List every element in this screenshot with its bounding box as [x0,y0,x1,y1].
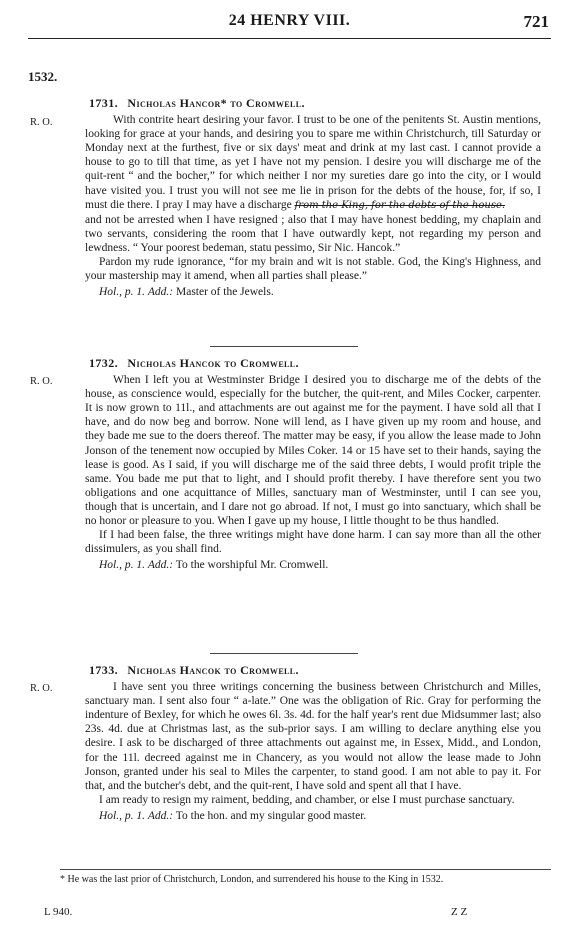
add-label: Add.: [147,559,174,572]
entry-note [85,285,541,299]
entry-paragraph: When I left you at Westminster Bridge I desired you to discharge me of the debts of the house, as conscience would, especially for the butcher, the quit-rent, and Miles Cocker, carpenter. It is now grown to 11l., and attachments are out against me for the payment. I have sold all that I have, and do now beg and borrow. None will lend, as I have given up my room and house, and they bade me sue to the doers thereof. The matter may be easy, if you allow the lease made to John Jonson of the tenement now occupied by Miles Coker. 14 or 15 have set to their hands, saying the lease is good. As I said, if you will discharge me of the said three debts, I would profit triple the same. You bade me put that to light, and I should profit thereby. I have therefore sent you two obligations and one acquittance of Milles, sanctuary man of Westminster, until I can see you, though that is uncertain, and I dare not go abroad. If not, I must go into sanctuary, which shall be no honor or pleasure to you. When I gave up my house, I little thought to be thus handled. [85,374,541,528]
handwritten-insertion: from the King, for the debts of the house. [294,199,506,211]
entry-paragraph: Pardon my rude ignorance, “for my brain and wit is not stable. God, the King's Highness, and your mastership may it amend, when all parties shall please.” [85,256,541,283]
signature-mark-right: Z Z [451,906,468,918]
footnote-rule [60,869,551,870]
add-label: Add.: [147,286,174,299]
header-rule [28,38,551,39]
entry-heading [89,96,541,110]
add-text: To the worshipful Mr. Cromwell. [175,559,329,572]
entry-number: 1733. [89,663,118,677]
entry-paragraph: If I had been false, the three writings might have done harm. I can say more than all the other dissimulers, as you shall find. [85,529,541,556]
year-label: 1532. [28,69,58,84]
entry-number: 1731. [89,96,118,110]
entry-title: Nicholas Hancok to Cromwell. [127,356,299,370]
section-divider [210,653,358,654]
entry-paragraph: I have sent you three writings concerning the business between Christchurch and Milles, sanctuary man. I sent also four “ a-late.” One was the obligation of Ric. Gray for performing the indenture of Bexley, for which he owes 6l. 3s. 4d. for the half year's rent due Midsummer last; also 23s. 4d. due at Christmas last, as the sub-prior says. I am willing to declare anything else you desire. I ask to be discharged of three attachments out against me, in Essex, Midd., and London, for the 11l. decreed against me in Chancery, as you would not allow the lease made to John Jonson, granted under his seal to Miles the carpenter, to stand good. I am not able to pay it. For that, and the butcher's debt, and the quit-rent, I have sold and spent all that I have. [85,681,541,792]
entry-heading [89,356,541,370]
entry-note [85,558,541,572]
add-text: To the hon. and my singular good master. [175,809,367,822]
footnote: * He was the last prior of Christchurch, London, and surrendered his house to the King in 1532. [60,874,444,885]
entry-title: Nicholas Hancor* to Cromwell. [127,96,305,110]
page-number: 721 [523,12,549,31]
signature-mark-left: L 940. [44,906,73,918]
entry-1732 [85,356,541,572]
running-header [28,4,551,44]
entry-1731 [85,96,541,299]
hol-label: Hol., p. 1. [99,809,145,822]
hol-label: Hol., p. 1. [99,559,145,572]
entry-heading [89,663,541,677]
entry-1733 [85,663,541,823]
entry-note [85,809,541,823]
source-label: R. O. [30,117,53,128]
source-label: R. O. [30,376,53,387]
entry-paragraph: and not be arrested when I have resigned ; also that I may have honest bedding, my chaplain and two servants, considering the room that I have outwardly kept, not regarding my person and lewdness. “ Your poorest bedeman, statu pessimo, Sir Nic. Hancok.” [85,213,541,254]
entry-paragraph: I am ready to resign my raiment, bedding, and chamber, or else I must purchase sanctuary. [99,793,515,806]
section-divider [210,346,358,347]
entry-paragraph: With contrite heart desiring your favor. I trust to be one of the penitents St. Austin mentions, looking for grace at your hands, and desiring you to spare me within Christchurch, till Saturday or Monday next at the furthest, five or six days' meat and drink at my last cast. I cannot provide a house to go to till that time, as yet I have not my pension. I desire you will discharge me of the quit-rent “ and the bocher,” for which neither I nor my sureties dare go into the city, or I would have visited you. I trust you will not see me lie in prison for the debts of the house, for, if so, I must die there. I pray I may have a discharge from the King, for the debts of the house. [85,114,541,211]
entry-title: Nicholas Hancok to Cromwell. [127,663,299,677]
add-text: Master of the Jewels. [175,286,274,299]
hol-label: Hol., p. 1. [99,286,145,299]
running-title: 24 HENRY VIII. [228,12,351,29]
add-label: Add.: [147,809,174,822]
entry-number: 1732. [89,356,118,370]
source-label: R. O. [30,683,53,694]
